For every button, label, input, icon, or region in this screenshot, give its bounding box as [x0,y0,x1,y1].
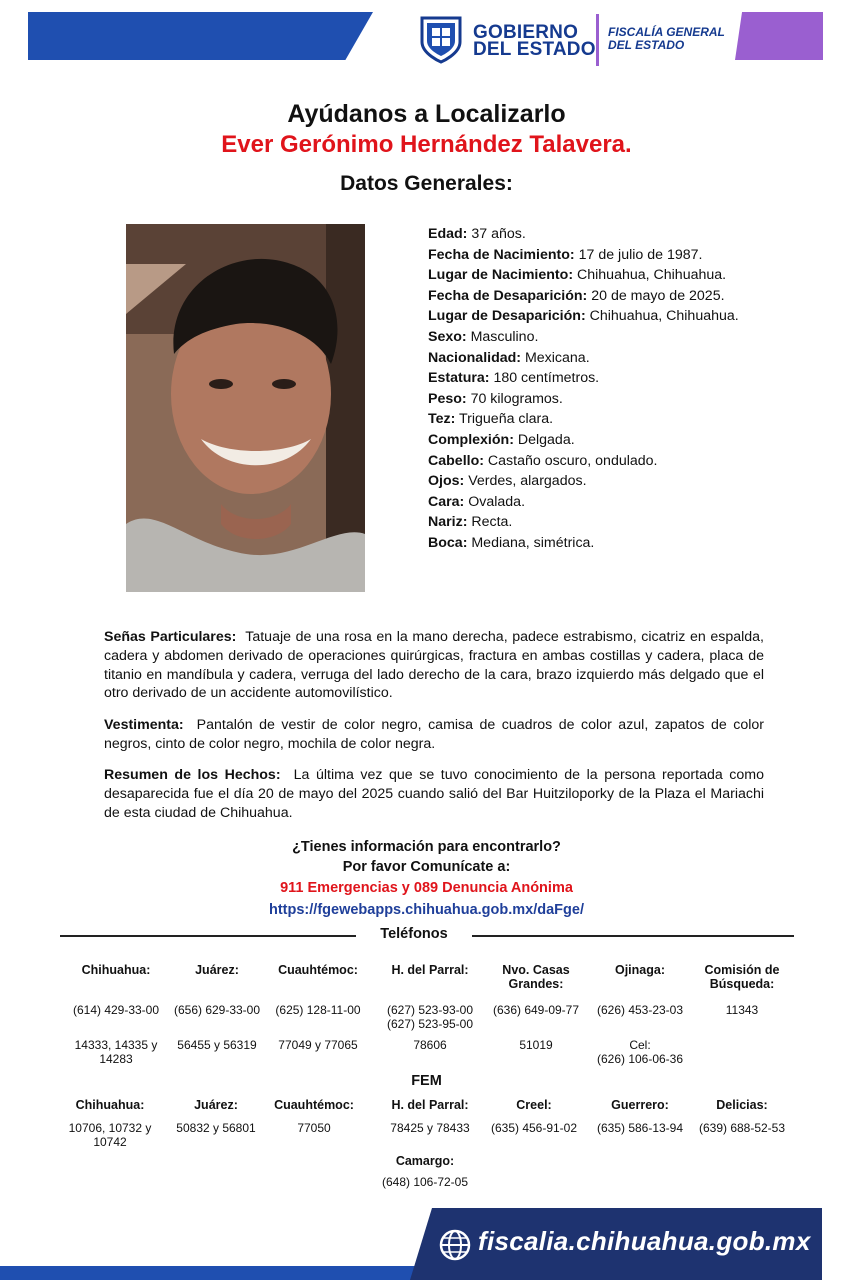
fem-column-guerrero: Guerrero: (635) 586-13-94 [596,1098,684,1135]
detail-row: Complexión: Delgada. [428,431,575,448]
fem-column-cuauhtemoc: Cuauhtémoc: 77050 [274,1098,354,1135]
detail-row: Nacionalidad: Mexicana. [428,349,590,366]
person-name: Ever Gerónimo Hernández Talavera. [221,131,632,158]
fem-column-parral: H. del Parral: 78425 y 78433 [390,1098,470,1135]
globe-icon [438,1228,472,1262]
phone-column-chihuahua: Chihuahua: (614) 429-33-00 14333, 14335 y 14283 [72,963,160,1066]
vestimenta-paragraph: Vestimenta: Pantalón de vestir de color negro, camisa de cuadros de color azul, zapatos de color negros, cinto de color negro, mochila de color negra. [104,717,764,752]
detail-row: Sexo: Masculino. [428,328,539,345]
fem-column-delicias: Delicias: (639) 688-52-53 [698,1098,786,1135]
fem-column-creel: Creel: (635) 456-91-02 [490,1098,578,1135]
detail-row: Estatura: 180 centímetros. [428,370,600,387]
detail-row: Ojos: Verdes, alargados. [428,473,587,490]
divider-right [472,935,794,937]
phone-column-comision-busqueda: Comisión de Búsqueda: 11343 [704,963,780,1017]
footer-website-link[interactable]: fiscalia.chihuahua.gob.mx [478,1226,811,1256]
report-url-link[interactable]: https://fgewebapps.chihuahua.gob.mx/daFge/ [269,902,584,918]
senas-particulares-paragraph: Señas Particulares: Tatuaje de una rosa en la mano derecha, padece estrabismo, cicatriz en espalda, cadera y abdomen derivado de operaciones quirúrgicas, fractura en ambas costillas y cadera, placa de titanio en mandíbula y cadera, verruga del lado derecho de la cara, brazo izquierdo más delgado que el otro derivado de un accidente automovilístico. [104,629,764,702]
detail-row: Lugar de Nacimiento: Chihuahua, Chihuahua. [428,267,727,284]
detail-row: Cara: Ovalada. [428,493,526,510]
detail-row: Cabello: Castaño oscuro, ondulado. [428,452,658,469]
header-blue-banner [28,12,373,60]
emergency-numbers: 911 Emergencias y 089 Denuncia Anónima [280,880,573,896]
section-title-datos-generales: Datos Generales: [340,172,513,195]
header-purple-banner [735,12,823,60]
detail-row: Fecha de Desaparición: 20 de mayo de 2025. [428,287,725,304]
detail-row: Edad: 37 años. [428,226,526,242]
telefonos-heading: Teléfonos [380,926,448,942]
detail-row: Boca: Mediana, simétrica. [428,534,595,551]
detail-row: Peso: 70 kilogramos. [428,390,563,407]
general-details-list [428,224,748,554]
fem-column-juarez: Juárez: 50832 y 56801 [176,1098,256,1135]
fiscalia-logo-text: FISCALÍA GENERAL DEL ESTADO [608,25,725,52]
fem-column-chihuahua: Chihuahua: 10706, 10732 y 10742 [68,1098,152,1149]
missing-person-photo [126,224,365,592]
resumen-hechos-paragraph: Resumen de los Hechos: La última vez que se tuvo conocimiento de la persona reportada como desaparecida fue el día 20 de mayo del 2025 cuando salió del Bar Huitziloporky de la Plaza el Mariachi de esta ciudad de Chihuahua. [104,767,764,821]
fem-column-camargo: Camargo: (648) 106-72-05 [381,1154,469,1189]
phone-column-ojinaga: Ojinaga: (626) 453-23-03 Cel: (626) 106-06-36 [596,963,684,1066]
detail-row: Nariz: Recta. [428,514,513,531]
contact-question: ¿Tienes información para encontrarlo? [292,839,561,855]
detail-row: Fecha de Nacimiento: 17 de julio de 1987. [428,246,703,263]
phone-column-juarez: Juárez: (656) 629-33-00 56455 y 56319 [173,963,261,1052]
state-shield-icon [418,14,464,64]
phone-column-nvo-casas-grandes: Nvo. Casas Grandes: (636) 649-09-77 51019 [492,963,580,1052]
phone-column-cuauhtemoc: Cuauhtémoc: (625) 128-11-00 77049 y 77065 [275,963,361,1052]
divider-left [60,935,356,937]
contact-please: Por favor Comunícate a: [342,859,511,875]
detail-row: Tez: Trigueña clara. [428,411,554,428]
page-title: Ayúdanos a Localizarlo [287,100,566,128]
gobierno-logo-text: GOBIERNO DEL ESTADO [473,22,596,60]
logo-divider [596,14,599,66]
phone-column-parral: H. del Parral: (627) 523-93-00 (627) 523-95-00 78606 [386,963,474,1052]
detail-row: Lugar de Desaparición: Chihuahua, Chihuahua. [428,308,739,325]
fem-heading: FEM [411,1073,442,1089]
